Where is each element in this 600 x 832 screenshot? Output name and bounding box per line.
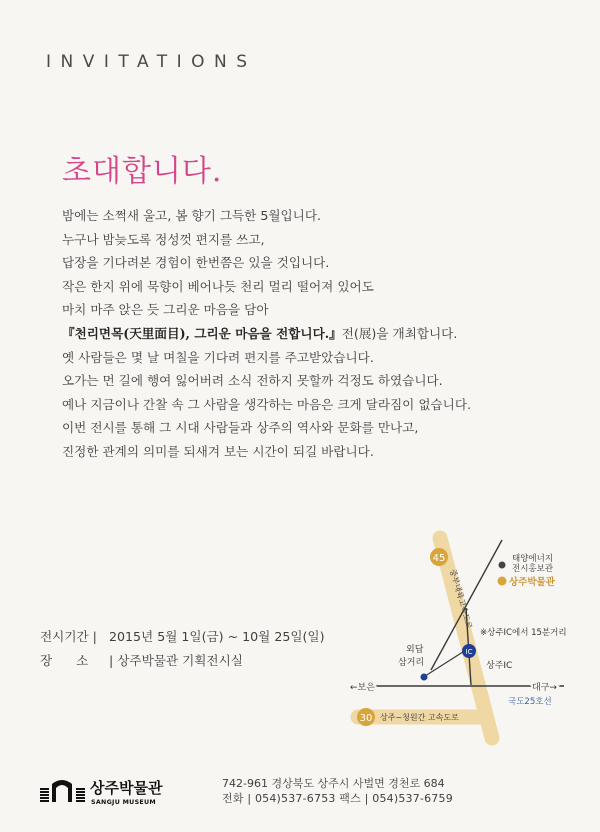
period-value: 2015년 5월 1일(금) ~ 10월 25일(일) bbox=[109, 629, 325, 644]
exhibit-title: 『천리면목(天里面目), 그리운 마음을 전합니다.』 bbox=[62, 325, 342, 341]
waedap-label-2: 삼거리 bbox=[398, 658, 425, 668]
body-line: 이번 전시를 통해 그 시대 사람들과 상주의 역사와 문화를 만나고, bbox=[62, 420, 419, 436]
expressway-label: 상주~청원간 고속도로 bbox=[380, 713, 459, 722]
body-line: 예나 지금이나 간찰 속 그 사람을 생각하는 마음은 크게 달라짐이 없습니다. bbox=[62, 396, 472, 412]
page-title: 초대합니다. bbox=[62, 154, 223, 189]
solar-label-1: 태양에너지 bbox=[512, 554, 554, 564]
solar-dot bbox=[499, 562, 506, 569]
ic-note: ※상주IC에서 15분거리 bbox=[480, 628, 567, 638]
body-line: 답장을 기다려본 경험이 한번쯤은 있을 것입니다. bbox=[62, 255, 330, 271]
body-line: 밤에는 소쩍새 울고, 봄 향기 그득한 5월입니다. bbox=[62, 208, 322, 223]
body-line: 누구나 밤늦도록 정성껏 편지를 쓰고, bbox=[62, 231, 265, 247]
museum-dot bbox=[498, 577, 507, 586]
footer-address: 742-961 경상북도 상주시 사벌면 경천로 684 bbox=[222, 777, 445, 790]
place-row bbox=[40, 649, 325, 673]
museum-label: 상주박물관 bbox=[509, 577, 555, 588]
route25-label: 국도25호선 bbox=[508, 697, 552, 707]
boeun-label: ←보은 bbox=[350, 683, 375, 693]
logo-kr: 상주박물관 bbox=[90, 779, 163, 797]
period-label: 전시기간 | bbox=[40, 629, 97, 644]
invitation-body bbox=[62, 204, 532, 464]
solar-label-2: 전시홍보관 bbox=[512, 564, 554, 574]
exhibit-info bbox=[40, 625, 325, 673]
place-label: 장소 bbox=[40, 653, 113, 668]
link-line bbox=[422, 650, 466, 678]
logo-en: SANGJU MUSEUM bbox=[91, 799, 156, 806]
museum-logo-graphic bbox=[40, 776, 200, 806]
body-line: 옛 사람들은 몇 날 며칠을 기다려 편지를 주고받았습니다. bbox=[62, 349, 374, 365]
museum-logo bbox=[40, 776, 200, 806]
exhibit-title-line bbox=[62, 322, 532, 346]
daegu-label: 대구→ bbox=[532, 683, 557, 693]
place-value: | 상주박물관 기획전시실 bbox=[109, 653, 243, 668]
ic-badge: IC bbox=[465, 648, 473, 656]
header-invitations: INVITATIONS bbox=[46, 52, 257, 72]
footer-phone: 전화 | 054)537-6753 팩스 | 054)537-6759 bbox=[222, 792, 453, 805]
location-map bbox=[336, 520, 576, 750]
body-line: 작은 한지 위에 묵향이 베어나듯 천리 멀리 떨어져 있어도 bbox=[62, 278, 374, 294]
body-line: 오가는 먼 길에 행여 잃어버려 소식 전하지 못할까 걱정도 하였습니다. bbox=[62, 373, 443, 389]
footer-contact bbox=[222, 776, 453, 806]
body-line: 마치 마주 앉은 듯 그리운 마음을 담아 bbox=[62, 302, 269, 318]
route30-label: 30 bbox=[359, 713, 373, 724]
route45-label: 45 bbox=[432, 553, 446, 564]
waedap-dot bbox=[421, 674, 428, 681]
sangju-ic-label: 상주IC bbox=[486, 661, 513, 671]
body-line: 진정한 관계의 의미를 되새겨 보는 시간이 되길 바랍니다. bbox=[62, 443, 374, 459]
exhibit-rest: 전(展)을 개최합니다. bbox=[341, 325, 458, 341]
waedap-label-1: 외답 bbox=[406, 645, 424, 655]
highway-label: 중부내륙고속도로 bbox=[448, 568, 474, 630]
period-row bbox=[40, 625, 325, 649]
